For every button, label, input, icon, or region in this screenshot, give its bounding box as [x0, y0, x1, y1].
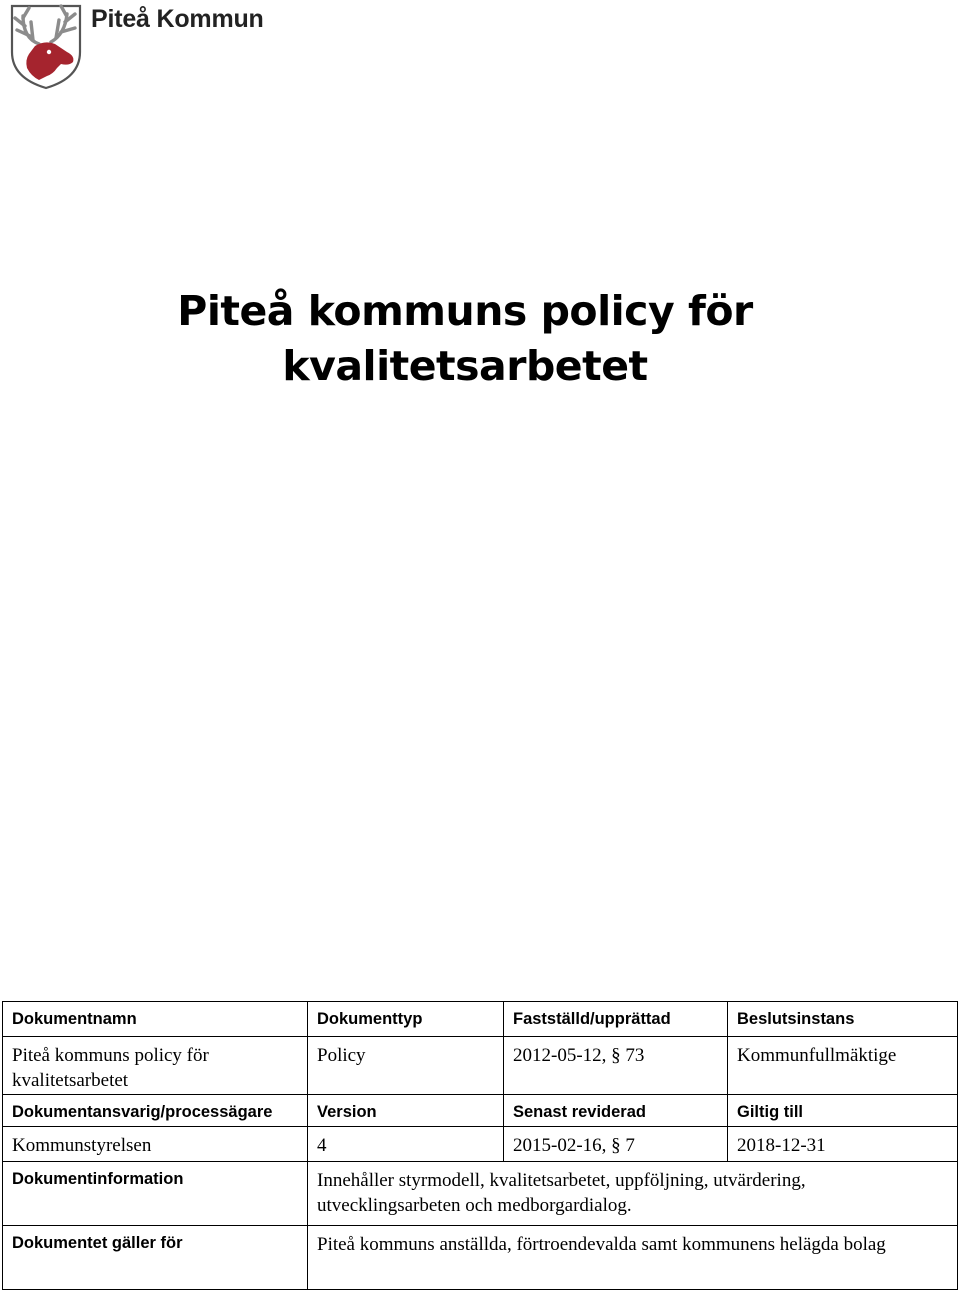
- document-title-line1: Piteå kommuns policy för: [177, 287, 753, 335]
- document-title: [0, 284, 930, 394]
- table-row: [3, 1127, 958, 1162]
- document-info-table: [2, 1001, 958, 1290]
- header-document-name: Dokumentnamn: [3, 1002, 308, 1037]
- table-row: [3, 1037, 958, 1095]
- header-document-type: Dokumenttyp: [308, 1002, 504, 1037]
- value-version: 4: [308, 1127, 504, 1162]
- org-name: Piteå Kommun: [91, 5, 264, 33]
- value-authority: Kommunfullmäktige: [728, 1037, 958, 1095]
- header-owner: Dokumentansvarig/processägare: [3, 1095, 308, 1127]
- header-valid-until: Giltig till: [728, 1095, 958, 1127]
- label-document-info: Dokumentinformation: [3, 1162, 308, 1226]
- reindeer-coat-of-arms-icon: [9, 2, 83, 90]
- table-row: [3, 1162, 958, 1226]
- header-authority: Beslutsinstans: [728, 1002, 958, 1037]
- value-revised: 2015-02-16, § 7: [504, 1127, 728, 1162]
- table-row: [3, 1226, 958, 1290]
- header-established: Fastställd/upprättad: [504, 1002, 728, 1037]
- value-valid-until: 2018-12-31: [728, 1127, 958, 1162]
- logo: [9, 2, 83, 90]
- value-document-info: Innehåller styrmodell, kvalitetsarbetet, uppföljning, utvärdering, utvecklingsarbeten och medborgardialog.: [308, 1162, 958, 1226]
- value-applies-to: Piteå kommuns anställda, förtroendevalda samt kommunens helägda bolag: [308, 1226, 958, 1290]
- table-row: [3, 1095, 958, 1127]
- value-owner: Kommunstyrelsen: [3, 1127, 308, 1162]
- header-version: Version: [308, 1095, 504, 1127]
- value-established: 2012-05-12, § 73: [504, 1037, 728, 1095]
- document-title-line2: kvalitetsarbetet: [282, 342, 648, 390]
- table-row: [3, 1002, 958, 1037]
- header-revised: Senast reviderad: [504, 1095, 728, 1127]
- value-document-type: Policy: [308, 1037, 504, 1095]
- label-applies-to: Dokumentet gäller för: [3, 1226, 308, 1290]
- value-document-name: Piteå kommuns policy för kvalitetsarbetet: [3, 1037, 308, 1095]
